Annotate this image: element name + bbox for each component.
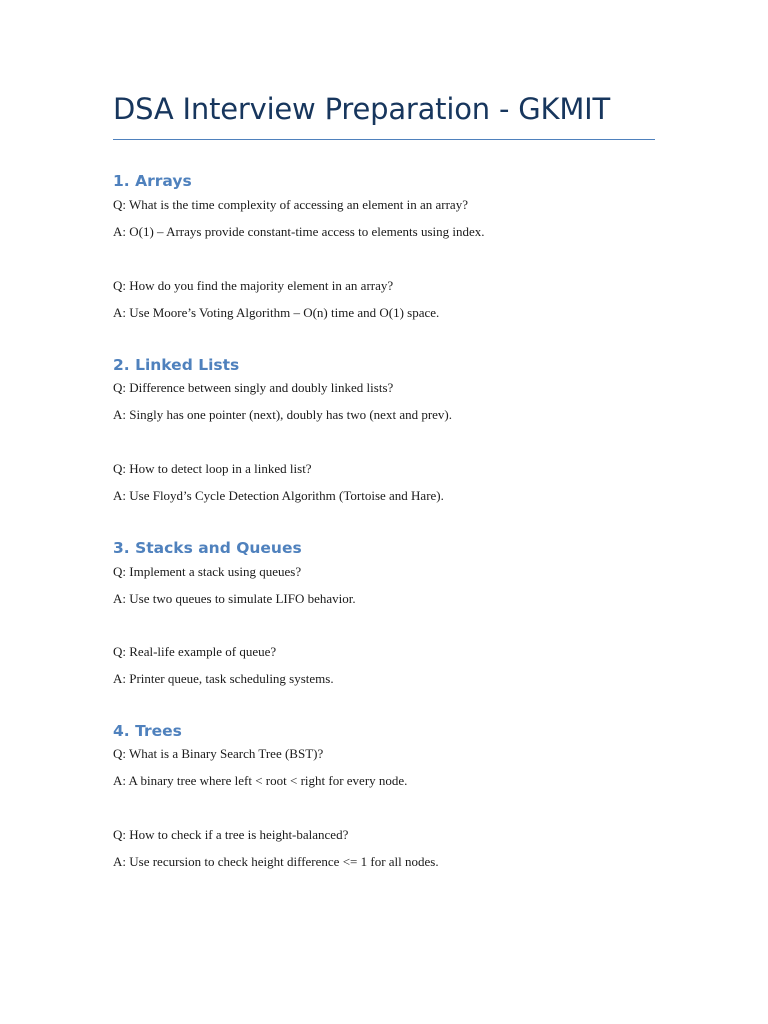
question-text: Q: What is the time complexity of accessing an element in an array? xyxy=(113,197,468,212)
section-heading-trees: 4. Trees xyxy=(113,722,182,740)
question-text: Q: Real-life example of queue? xyxy=(113,644,277,659)
section-heading-linked-lists: 2. Linked Lists xyxy=(113,356,240,374)
question-text: Q: How to check if a tree is height-balanced? xyxy=(113,827,349,842)
answer-text: A: Singly has one pointer (next), doubly has two (next and prev). xyxy=(113,407,453,422)
answer-text: A: Use two queues to simulate LIFO behavior. xyxy=(113,591,356,606)
answer-text: A: Use recursion to check height difference <= 1 for all nodes. xyxy=(113,854,439,869)
answer-text: A: O(1) – Arrays provide constant-time access to elements using index. xyxy=(113,224,485,239)
answer-text: A: A binary tree where left < root < right for every node. xyxy=(113,773,408,788)
answer-text: A: Use Floyd’s Cycle Detection Algorithm (Tortoise and Hare). xyxy=(113,488,444,503)
document-title: DSA Interview Preparation - GKMIT xyxy=(113,92,611,126)
question-text: Q: How to detect loop in a linked list? xyxy=(113,461,312,476)
section-heading-stacks-queues: 3. Stacks and Queues xyxy=(113,539,302,557)
section-heading-arrays: 1. Arrays xyxy=(113,172,192,190)
question-text: Q: Implement a stack using queues? xyxy=(113,564,302,579)
question-text: Q: What is a Binary Search Tree (BST)? xyxy=(113,746,324,761)
question-text: Q: How do you find the majority element in an array? xyxy=(113,278,394,293)
title-underline xyxy=(113,139,655,140)
answer-text: A: Printer queue, task scheduling systems. xyxy=(113,671,334,686)
answer-text: A: Use Moore’s Voting Algorithm – O(n) time and O(1) space. xyxy=(113,305,440,320)
question-text: Q: Difference between singly and doubly linked lists? xyxy=(113,380,394,395)
